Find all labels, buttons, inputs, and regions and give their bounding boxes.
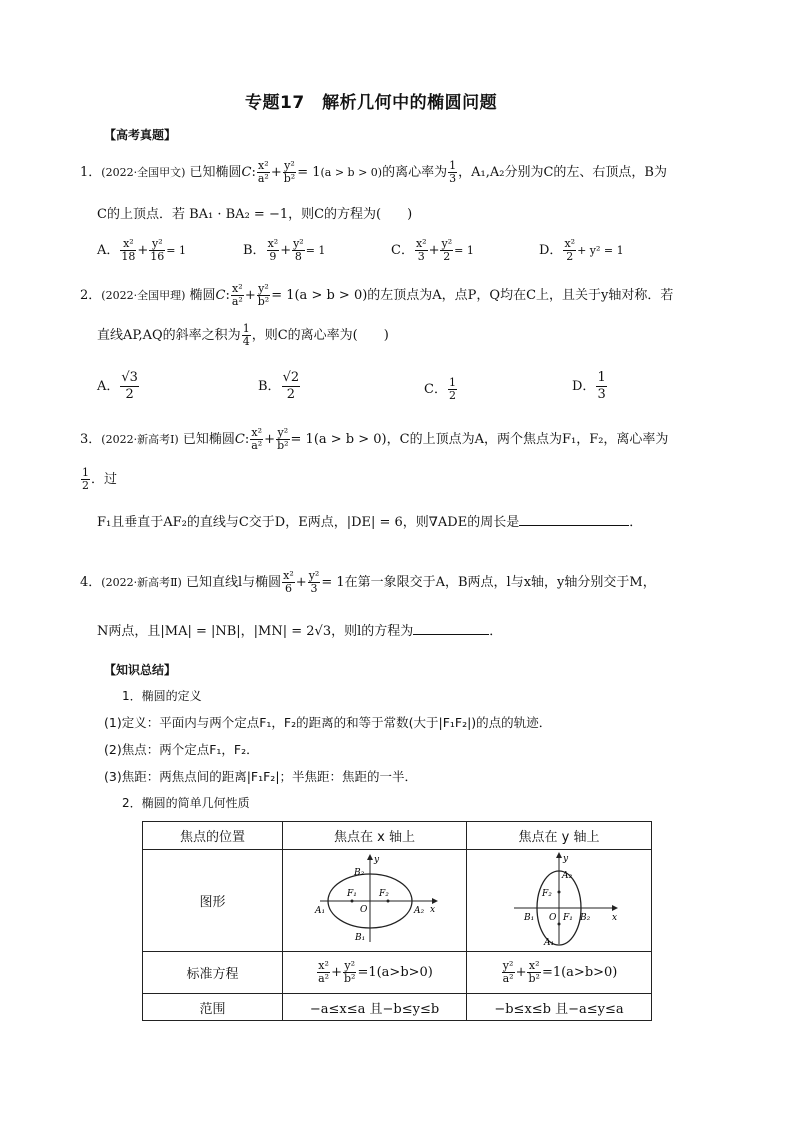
option-b[interactable]: B． $\frac{√2}{2}$ bbox=[258, 370, 300, 402]
table-header-row bbox=[143, 822, 652, 850]
table-cell-label: 标准方程 bbox=[143, 952, 283, 994]
question-number: 1． bbox=[80, 165, 102, 180]
svg-text:F₁: F₁ bbox=[346, 888, 357, 899]
equation-x: $\frac{\text{x²}}{\text{a²}}$ + $\frac{\text{y²}}{\text{b²}}$ =1(a>b>0) bbox=[283, 952, 467, 994]
ellipse-y-axis-figure bbox=[467, 850, 652, 952]
knowledge-heading-1: 1．椭圆的定义 bbox=[122, 689, 202, 703]
knowledge-heading-2: 2．椭圆的简单几何性质 bbox=[122, 796, 250, 810]
table-header-cell: 焦点在 x 轴上 bbox=[283, 822, 467, 850]
svg-text:A₂: A₂ bbox=[413, 905, 424, 916]
answer-blank[interactable] bbox=[413, 633, 489, 635]
option-a[interactable]: A． $\frac{\text{x²}}{18}$ + $\frac{\text{y²}}{16}$ = 1 bbox=[97, 237, 187, 263]
range-x: −a≤x≤a 且−b≤y≤b bbox=[283, 994, 467, 1021]
question-1: 1．(2022·全国甲文) 已知椭圆C: $\frac{\text{x²}}{\text{a²}}$ + $\frac{\text{y²}}{\text{b²}}$ = 1(a > b > 0)的离心率为 $\frac{1}{3}$ ，A₁,A₂分别为C的左、右顶点，B为 bbox=[80, 159, 667, 185]
svg-text:A₁: A₁ bbox=[314, 905, 325, 916]
equation-y: $\frac{\text{y²}}{\text{a²}}$ + $\frac{\text{x²}}{\text{b²}}$ =1(a>b>0) bbox=[467, 952, 652, 994]
option-a[interactable]: A． $\frac{√3}{2}$ bbox=[97, 370, 138, 402]
option-b[interactable]: B． $\frac{\text{x²}}{9}$ + $\frac{\text{y²}}{8}$ = 1 bbox=[243, 237, 326, 263]
fraction: $\frac{1}{3}$ bbox=[449, 159, 457, 185]
svg-text:B₂: B₂ bbox=[353, 867, 364, 878]
option-d[interactable]: D． $\frac{1}{3}$ bbox=[572, 370, 606, 402]
table-header-cell: 焦点的位置 bbox=[143, 822, 283, 850]
knowledge-foci: (2)焦点：两个定点F₁，F₂． bbox=[104, 742, 259, 757]
table-row-figure bbox=[143, 850, 652, 952]
knowledge-definition: (1)定义：平面内与两个定点F₁，F₂的距离的和等于常数(大于|F₁F₂|)的点的轨迹． bbox=[104, 715, 552, 730]
section-knowledge-heading: 【知识总结】 bbox=[104, 663, 177, 677]
svg-text:O: O bbox=[359, 904, 367, 915]
table-row-equation bbox=[143, 952, 652, 994]
table-cell-label: 范围 bbox=[143, 994, 283, 1021]
question-stem: 已知椭圆 bbox=[189, 165, 242, 180]
knowledge-focal-distance: (3)焦距：两焦点间的距离|F₁F₂|；半焦距：焦距的一半． bbox=[104, 769, 418, 784]
section-exam-heading: 【高考真题】 bbox=[104, 128, 177, 142]
table-header-cell: 焦点在 y 轴上 bbox=[467, 822, 652, 850]
svg-text:A₂: A₂ bbox=[562, 870, 573, 881]
question-3-line3: F₁且垂直于AF₂的直线与C交于D，E两点，|DE| = 6，则∇ADE的周长是 ． bbox=[97, 515, 643, 530]
question-3: 3．(2022·新高考Ⅰ) 已知椭圆C: $\frac{\text{x²}}{\text{a²}}$ + $\frac{\text{y²}}{\text{b²}}$ = 1(a > b > 0)，C的上顶点为A，两个焦点为F₁，F₂，离心率为 bbox=[80, 426, 669, 452]
page-title: 专题17 解析几何中的椭圆问题 bbox=[245, 93, 498, 113]
svg-text:B₁: B₁ bbox=[524, 912, 535, 923]
table-cell-label: 图形 bbox=[143, 850, 283, 952]
svg-text:B₁: B₁ bbox=[354, 932, 365, 943]
svg-text:O: O bbox=[549, 912, 557, 923]
svg-text:x: x bbox=[429, 904, 435, 915]
question-2: 2．(2022·全国甲理) 椭圆C: $\frac{\text{x²}}{\text{a²}}$ + $\frac{\text{y²}}{\text{b²}}$ = 1(a > b > 0)的左顶点为A，点P，Q均在C上，且关于y轴对称．若 bbox=[80, 282, 674, 308]
ellipse-properties-table bbox=[142, 821, 652, 1021]
ellipse-x-axis-figure bbox=[283, 850, 467, 952]
svg-text:F₁: F₁ bbox=[563, 912, 573, 923]
question-1-line2: C的上顶点．若 BA₁ · BA₂ = −1，则C的方程为( ) bbox=[97, 207, 413, 222]
question-source: (2022·全国甲文) bbox=[101, 166, 186, 179]
svg-text:F₂: F₂ bbox=[378, 888, 389, 899]
option-d[interactable]: D． $\frac{\text{x²}}{2}$ + y² = 1 bbox=[539, 237, 624, 263]
svg-text:y: y bbox=[563, 853, 569, 864]
svg-text:F₂: F₂ bbox=[542, 888, 552, 899]
option-c[interactable]: C． $\frac{1}{2}$ bbox=[424, 376, 456, 402]
question-4: 4．(2022·新高考Ⅱ) 已知直线l与椭圆 $\frac{\text{x²}}{6}$ + $\frac{\text{y²}}{3}$ = 1在第一象限交于A，B两点，l与x轴，y轴分别交于M， bbox=[80, 569, 656, 595]
svg-text:A₁: A₁ bbox=[544, 937, 555, 946]
question-3-line2: $\frac{1}{2}$ ．过 bbox=[82, 466, 118, 492]
option-c[interactable]: C． $\frac{\text{x²}}{3}$ + $\frac{\text{y²}}{2}$ = 1 bbox=[391, 237, 474, 263]
question-4-line2: N两点，且|MA| = |NB|，|MN| = 2√3，则l的方程为 ． bbox=[97, 624, 503, 639]
table-row-range bbox=[143, 994, 652, 1021]
svg-text:x: x bbox=[612, 912, 618, 923]
range-y: −b≤x≤b 且−a≤y≤a bbox=[467, 994, 652, 1021]
question-2-line2: 直线AP,AQ的斜率之积为 $\frac{1}{4}$ ，则C的离心率为( ) bbox=[97, 322, 389, 348]
answer-blank[interactable] bbox=[519, 524, 629, 526]
svg-text:B₂: B₂ bbox=[580, 912, 591, 923]
svg-text:y: y bbox=[373, 854, 379, 865]
